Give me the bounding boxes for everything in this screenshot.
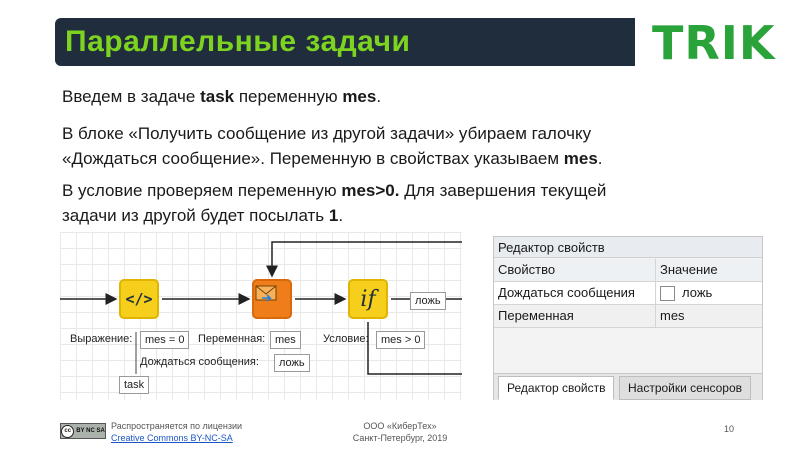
property-editor-panel bbox=[493, 236, 763, 400]
organization-name: ООО «КиберТех» bbox=[363, 421, 437, 431]
wait-message-label: Дождаться сообщения: bbox=[140, 356, 259, 368]
page-number: 10 bbox=[724, 424, 735, 434]
condition-block[interactable] bbox=[348, 279, 388, 319]
variable-label: Переменная: bbox=[198, 333, 266, 345]
property-name: Дождаться сообщения bbox=[494, 282, 656, 304]
wait-message-value[interactable]: ложь bbox=[274, 354, 310, 372]
organization-info bbox=[320, 420, 480, 444]
paragraph-1: Введем в задаче task переменную mes. bbox=[62, 87, 382, 106]
receive-message-block[interactable] bbox=[252, 279, 292, 319]
column-value: Значение bbox=[660, 262, 718, 277]
city-year: Санкт-Петербург, 2019 bbox=[352, 433, 448, 443]
license-info bbox=[111, 420, 242, 444]
tab-sensor-settings[interactable]: Настройки сенсоров bbox=[619, 376, 751, 400]
cc-icon: cc bbox=[61, 425, 74, 438]
property-value-cell bbox=[656, 282, 762, 304]
cc-terms: BY NC SA bbox=[76, 428, 105, 434]
title-banner bbox=[55, 18, 635, 66]
cc-license-badge bbox=[60, 423, 106, 439]
expression-block[interactable] bbox=[119, 279, 159, 319]
wait-message-checkbox[interactable] bbox=[660, 286, 675, 301]
column-property: Свойство bbox=[494, 259, 656, 281]
if-icon: if bbox=[360, 286, 376, 312]
condition-value[interactable]: mes > 0 bbox=[376, 331, 425, 349]
program-diagram bbox=[60, 232, 462, 400]
expression-value[interactable]: mes = 0 bbox=[140, 331, 189, 349]
property-editor-empty-area bbox=[494, 328, 762, 373]
property-row-wait-message[interactable] bbox=[494, 282, 762, 305]
paragraph-3: В условие проверяем переменную mes>0. Для завершения текущей задачи из другой будет посылать 1. bbox=[62, 181, 607, 225]
task-label[interactable]: task bbox=[119, 376, 149, 394]
property-row-variable[interactable] bbox=[494, 305, 762, 328]
expression-label: Выражение: bbox=[70, 333, 133, 345]
slide-title: Параллельные задачи bbox=[65, 25, 411, 58]
license-link[interactable]: Creative Commons BY-NC-SA bbox=[111, 433, 233, 443]
property-table-header bbox=[494, 259, 762, 282]
paragraph-2: В блоке «Получить сообщение из другой задачи» убираем галочку «Дождаться сообщение». Переменную в свойствах указываем mes. bbox=[62, 124, 603, 168]
panel-tabs bbox=[494, 373, 762, 400]
arrow-loop-back bbox=[272, 242, 462, 276]
property-editor-title: Редактор свойств bbox=[494, 237, 762, 258]
false-branch-label: ложь bbox=[410, 292, 446, 310]
property-name: Переменная bbox=[494, 305, 656, 327]
property-value[interactable]: mes bbox=[660, 308, 685, 323]
code-icon: </> bbox=[125, 290, 153, 308]
trik-logo: TRIK bbox=[652, 16, 776, 70]
tab-property-editor[interactable]: Редактор свойств bbox=[498, 376, 614, 400]
message-icon bbox=[254, 281, 278, 305]
property-value: ложь bbox=[682, 285, 713, 300]
condition-label: Условие: bbox=[323, 333, 369, 345]
license-text: Распространяется по лицензии bbox=[111, 421, 243, 431]
variable-value[interactable]: mes bbox=[270, 331, 301, 349]
